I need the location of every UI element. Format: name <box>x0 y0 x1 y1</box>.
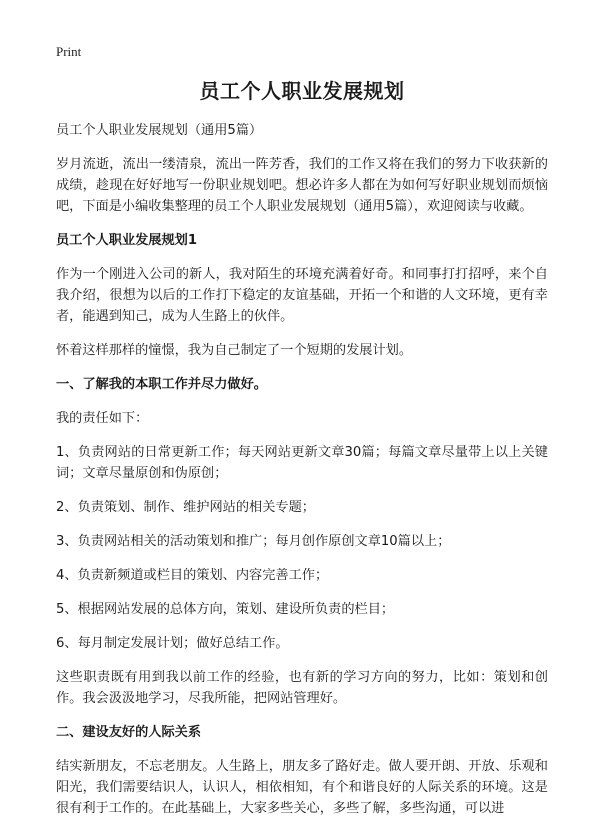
list-item: 2、负责策划、制作、维护网站的相关专题； <box>56 500 315 515</box>
print-link[interactable]: Print <box>56 44 82 59</box>
responsibility-label: 我的责任如下： <box>56 411 149 426</box>
list-item: 4、负责新频道或栏目的策划、内容完善工作； <box>56 568 329 583</box>
list-item: 1、负责网站的日常更新工作；每天网站更新文章30篇；每篇文章尽量带上以上关键词；文章尽量原创和伪原创； <box>56 445 548 481</box>
list-item: 5、根据网站发展的总体方向，策划、建设所负责的栏目； <box>56 602 395 617</box>
intro-paragraph: 岁月流逝，流出一缕清泉，流出一阵芳香，我们的工作又将在我们的努力下收获新的成绩，趁现在好好地写一份职业规划吧。想必许多人都在为如何写好职业规划而烦恼吧，下面是小编收集整理的员工个人职业发展规划（通用5篇），欢迎阅读与收藏。 <box>56 157 548 214</box>
paragraph: 这些职责既有用到我以前工作的经验，也有新的学习方向的努力，比如：策划和创作。我会汲汲地学习，尽我所能，把网站管理好。 <box>56 670 548 706</box>
subheading-one: 一、了解我的本职工作并尽力做好。 <box>56 377 267 392</box>
list-item: 6、每月制定发展计划；做好总结工作。 <box>56 636 289 651</box>
document-body <box>56 76 548 832</box>
paragraph: 怀着这样那样的憧憬，我为自己制定了一个短期的发展计划。 <box>56 343 413 358</box>
list-item: 3、负责网站相关的活动策划和推广；每月创作原创文章10篇以上； <box>56 534 451 549</box>
paragraph: 作为一个刚进入公司的新人，我对陌生的环境充满着好奇。和同事打打招呼，来个自我介绍，很想为以后的工作打下稳定的友谊基础，开拓一个和谐的人文环境，更有幸者，能遇到知己，成为人生路上的伙伴。 <box>56 267 548 324</box>
subheading-two: 二、建设友好的人际关系 <box>56 725 202 740</box>
paragraph: 结实新朋友，不忘老朋友。人生路上，朋友多了路好走。做人要开朗、开放、乐观和阳光，我们需要结识人，认识人，相依相知，有个和谐良好的人际关系的环境。这是很有利于工作的。在此基础上，大家多些关心，多些了解，多些沟通，可以进 <box>56 759 548 816</box>
section-heading: 员工个人职业发展规划1 <box>56 233 198 248</box>
page-title: 员工个人职业发展规划 <box>199 79 405 103</box>
subtitle: 员工个人职业发展规划（通用5篇） <box>56 123 263 138</box>
